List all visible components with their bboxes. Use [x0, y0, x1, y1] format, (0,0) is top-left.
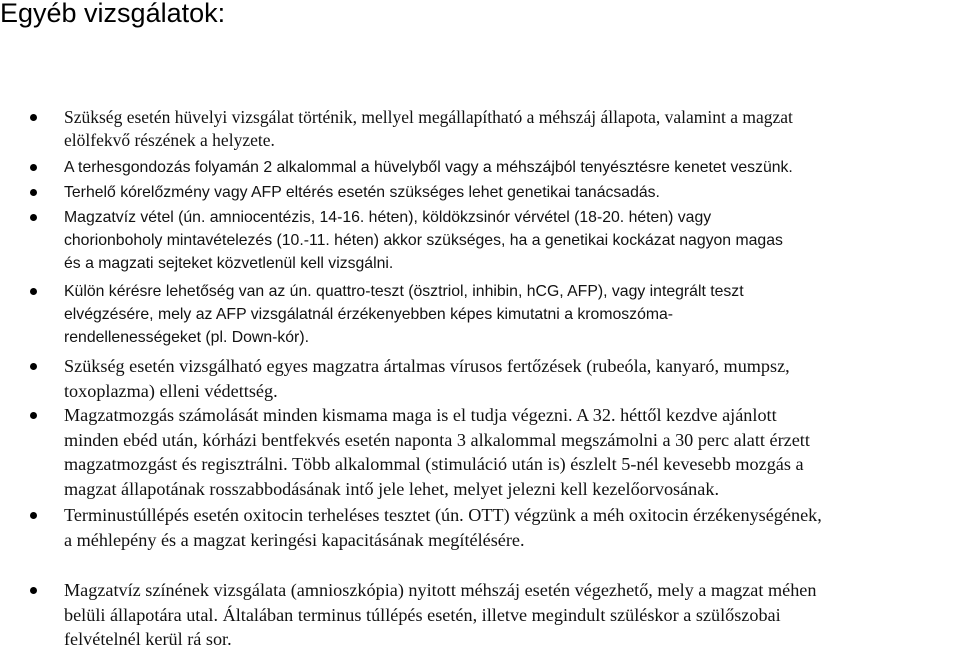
list-item-line: felvételnél kerül rá sor.: [64, 629, 232, 649]
list-item-line: elvégzésére, mely az AFP vizsgálatnál érzékenyebben képes kimutatni a kromoszóma-: [64, 306, 674, 323]
list-item-line: elölfekvő részének a helyzete.: [64, 130, 275, 150]
list-item: [64, 354, 960, 403]
list-item-line: magzatmozgást és regisztrálni. Több alkalommal (stimuláció után is) észlelt 5-nél kevesebb mozgás a: [64, 454, 804, 474]
list-item: [64, 280, 960, 349]
list-item: [64, 503, 960, 552]
bullet-icon: [30, 214, 37, 221]
list-item-line: belüli állapotára utal. Általában terminus túllépés esetén, illetve megindult szüléskor a szülőszobai: [64, 604, 781, 625]
bullet-icon: [30, 512, 37, 519]
list-item-line: Szükség esetén hüvelyi vizsgálat történik, mellyel megállapítható a méhszáj állapota, valamint a magzat: [64, 107, 793, 127]
list-item-line: Magzatvíz színének vizsgálata (amnioszkópia) nyitott méhszáj esetén végezhető, mely a magzat méhen: [64, 580, 817, 600]
list-item-line: A terhesgondozás folyamán 2 alkalommal a hüvelyből vagy a méhszájból tenyésztésre kenetet veszünk.: [64, 159, 793, 176]
list-item-line: Külön kérésre lehetőség van az ún. quattro-teszt (ösztriol, inhibin, hCG, AFP), vagy integrált teszt: [64, 283, 744, 300]
bullet-icon: [30, 412, 37, 419]
list-item-line: és a magzati sejteket közvetlenül kell vizsgálni.: [64, 255, 394, 272]
list-item-line: chorionboholy mintavételezés (10.-11. héten) akkor szükséges, ha a genetikai kockázat nagyon magas: [64, 232, 783, 249]
list-item-line: Magzatvíz vétel (ún. amniocentézis, 14-16. héten), köldökzsinór vérvétel (18-20. héten) vagy: [64, 209, 712, 226]
list-item-line: a méhlepény és a magzat keringési kapacitásának megítélésére.: [64, 529, 525, 550]
list-item-line: Terminustúllépés esetén oxitocin terheléses tesztet (ún. OTT) végzünk a méh oxitocin érzékenységének,: [64, 505, 822, 525]
list-item-line: minden ebéd után, kórházi bentfekvés esetén naponta 3 alkalommal megszámolni a 30 perc alatt érzett: [64, 429, 810, 450]
list-item-line: Szükség esetén vizsgálható egyes magzatra ártalmas vírusos fertőzések (rubeóla, kanyaró, mumpsz,: [64, 356, 790, 376]
list-item: [64, 106, 960, 152]
bullet-icon: [30, 164, 37, 171]
bullet-icon: [30, 363, 37, 370]
bullet-icon: [30, 114, 37, 121]
list-item: [64, 206, 960, 275]
page-title: Egyéb vizsgálatok:: [0, 0, 226, 28]
list-item-line: toxoplazma) elleni védettség.: [64, 380, 278, 401]
bullet-icon: [30, 288, 37, 295]
list-item: [64, 181, 960, 204]
list-item-line: rendellenességeket (pl. Down-kór).: [64, 329, 309, 346]
bullet-icon: [30, 189, 37, 196]
list-item-line: Terhelő kórelőzmény vagy AFP eltérés esetén szükséges lehet genetikai tanácsadás.: [64, 184, 660, 201]
list-item: [64, 578, 960, 652]
list-item-line: Magzatmozgás számolását minden kismama maga is el tudja végezni. A 32. héttől kezdve ajánlott: [64, 405, 777, 425]
list-item-line: magzat állapotának rosszabbodásának intő jele lehet, melyet jelezni kell kezelőorvosának.: [64, 478, 719, 499]
list-item: [64, 403, 960, 501]
bullet-icon: [30, 587, 37, 594]
list-item: [64, 156, 960, 179]
